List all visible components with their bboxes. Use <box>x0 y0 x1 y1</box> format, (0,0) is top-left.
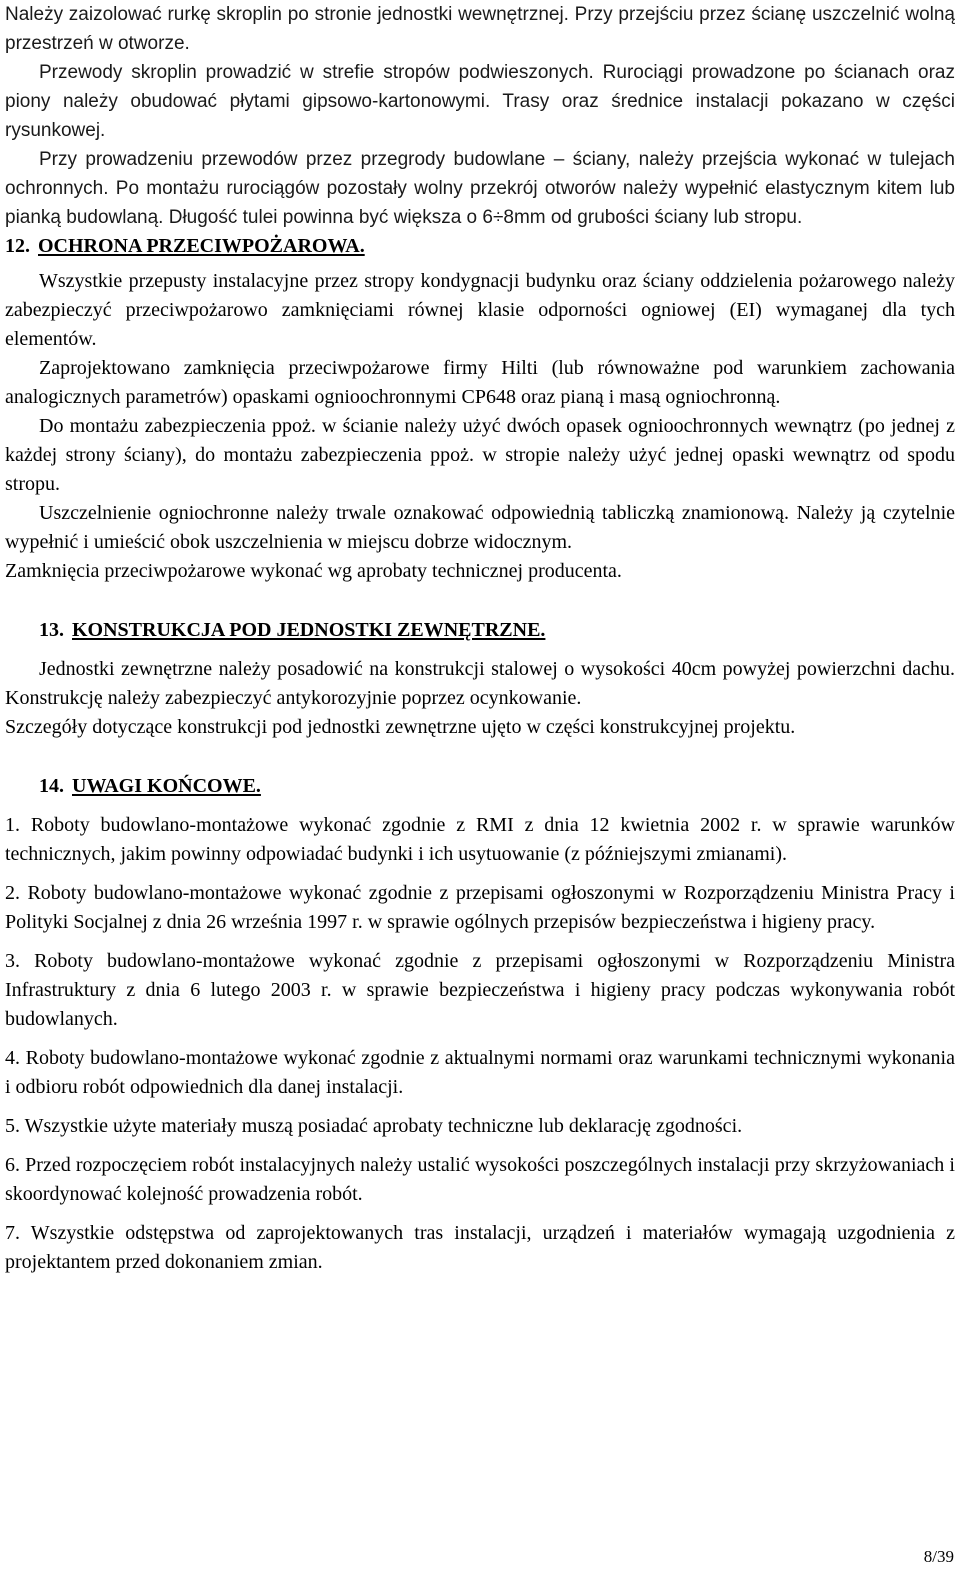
section-title: OCHRONA PRZECIWPOŻAROWA. <box>38 235 365 257</box>
paragraph: Zaprojektowano zamknięcia przeciwpożarowe firmy Hilti (lub równoważne pod warunkiem zachowania analogicznych parametrów) opaskami ognioochronnymi CP648 oraz pianą i masą ogniochronną. <box>5 357 955 408</box>
section-heading-13 <box>5 616 955 645</box>
paragraph: Uszczelnienie ogniochronne należy trwale oznakować odpowiednią tabliczką znamionową. Należy ją czytelnie wypełnić i umieścić obok uszczelnienia w miejscu dobrze widocznym. <box>5 502 955 553</box>
document-page <box>5 0 955 1277</box>
paragraph: Do montażu zabezpieczenia ppoż. w ścianie należy użyć dwóch opasek ognioochronnych wewnątrz (po jednej z każdej strony ściany), do montażu zabezpieczenia ppoż. w stropie należy użyć jednej opaski wewnątrz od spodu stropu. <box>5 415 955 495</box>
list-item: 4. Roboty budowlano-montażowe wykonać zgodnie z aktualnymi normami oraz warunkami technicznymi wykonania i odbioru robót odpowiednich dla danej instalacji. <box>5 1047 955 1098</box>
section-number: 13. <box>39 619 64 641</box>
list-item: 1. Roboty budowlano-montażowe wykonać zgodnie z RMI z dnia 12 kwietnia 2002 r. w sprawie warunków technicznych, jakim powinny odpowiadać budynki i ich usytuowanie (z późniejszymi zmianami). <box>5 814 955 865</box>
paragraph: Należy zaizolować rurkę skroplin po stronie jednostki wewnętrznej. Przy przejściu przez ścianę uszczelnić wolną przestrzeń w otworze. <box>5 4 955 54</box>
list-item: 7. Wszystkie odstępstwa od zaprojektowanych tras instalacji, urządzeń i materiałów wymagają uzgodnienia z projektantem przed dokonaniem zmian. <box>5 1222 955 1273</box>
list-item: 3. Roboty budowlano-montażowe wykonać zgodnie z przepisami ogłoszonymi w Rozporządzeniu Ministra Infrastruktury z dnia 6 lutego 2003 r. w sprawie bezpieczeństwa i higieny pracy podczas wykonywania robót budowlanych. <box>5 950 955 1030</box>
paragraph: Jednostki zewnętrzne należy posadowić na konstrukcji stalowej o wysokości 40cm powyżej powierzchni dachu. Konstrukcję należy zabezpieczyć antykorozyjnie poprzez ocynkowanie. <box>5 658 955 709</box>
paragraph: Szczegóły dotyczące konstrukcji pod jednostki zewnętrzne ujęto w części konstrukcyjnej projektu. <box>5 716 796 738</box>
paragraph: Wszystkie przepusty instalacyjne przez stropy kondygnacji budynku oraz ściany oddzielenia pożarowego należy zabezpieczyć przeciwpożarowo zamknięciami równej klasie odporności ogniowej (EI) wymaganej dla tych elementów. <box>5 270 955 350</box>
intro-section <box>5 0 955 232</box>
section-title: UWAGI KOŃCOWE. <box>72 775 261 797</box>
section-heading-12 <box>5 232 955 261</box>
page-number: 8/39 <box>923 1547 954 1566</box>
list-item: 2. Roboty budowlano-montażowe wykonać zgodnie z przepisami ogłoszonymi w Rozporządzeniu Ministra Pracy i Polityki Socjalnej z dnia 26 września 1997 r. w sprawie ogólnych przepisów bezpieczeństwa i higieny pracy. <box>5 882 955 933</box>
paragraph: Przy prowadzeniu przewodów przez przegrody budowlane – ściany, należy przejścia wykonać w tulejach ochronnych. Po montażu rurociągów pozostały wolny przekrój otworów należy wypełnić elastycznym kitem lub pianką budowlaną. Długość tulei powinna być większa o 6÷8mm od grubości ściany lub stropu. <box>5 149 955 228</box>
section-number: 12. <box>5 235 30 257</box>
section-title: KONSTRUKCJA POD JEDNOSTKI ZEWNĘTRZNE. <box>72 619 546 641</box>
paragraph: Przewody skroplin prowadzić w strefie stropów podwieszonych. Rurociągi prowadzone po ścianach oraz piony należy obudować płytami gipsowo-kartonowymi. Trasy oraz średnice instalacji pokazano w części rysunkowej. <box>5 62 955 141</box>
paragraph: Zamknięcia przeciwpożarowe wykonać wg aprobaty technicznej producenta. <box>5 560 622 582</box>
list-item: 6. Przed rozpoczęciem robót instalacyjnych należy ustalić wysokości poszczególnych instalacji przy skrzyżowaniach i skoordynować kolejność prowadzenia robót. <box>5 1154 955 1205</box>
section-heading-14 <box>5 772 955 801</box>
list-item: 5. Wszystkie użyte materiały muszą posiadać aprobaty techniczne lub deklarację zgodności. <box>5 1115 743 1137</box>
section-number: 14. <box>39 775 64 797</box>
